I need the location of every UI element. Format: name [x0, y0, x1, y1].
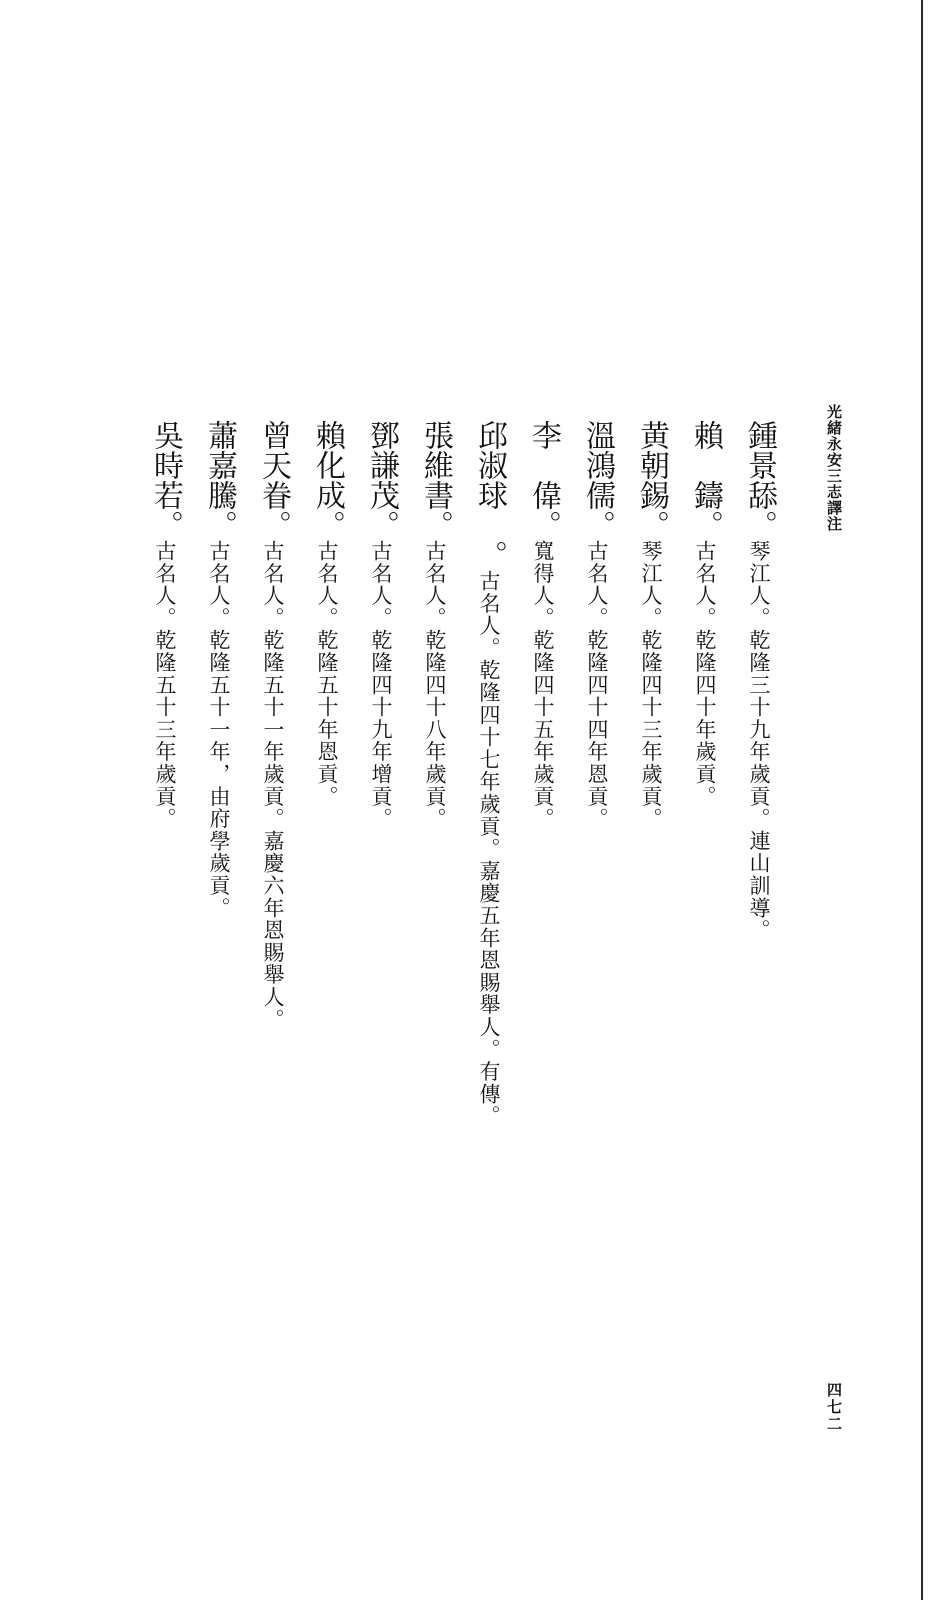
running-title: 光緒永安三志譯注	[825, 404, 843, 532]
entry-description: 古名人。乾隆四十七年歲貢。嘉慶五年恩賜舉人。有傳。	[477, 570, 501, 1128]
entry-12	[140, 420, 183, 1520]
entry-description: 古名人。乾隆四十九年增貢。	[369, 540, 393, 830]
entry-2	[680, 420, 723, 1520]
entry-description: 古名人。乾隆四十年歲貢。	[693, 540, 717, 808]
entry-name: 黄朝錫。	[634, 420, 669, 540]
entry-9	[302, 420, 345, 1520]
entry-description: 古名人。乾隆五十三年歲貢。	[153, 540, 177, 830]
entry-7	[410, 420, 453, 1520]
entry-1	[734, 420, 777, 1520]
entry-name: 張維書。	[418, 420, 453, 540]
entry-name: 曾天眷。	[256, 420, 291, 540]
entry-3	[626, 420, 669, 1520]
entry-name: 賴 鑄。	[688, 420, 723, 540]
entry-5	[518, 420, 561, 1520]
entry-11	[194, 420, 237, 1520]
page-number: 四七二	[825, 1382, 843, 1433]
entry-name: 吳時若。	[148, 420, 183, 540]
entry-name: 鄧謙茂。	[364, 420, 399, 540]
entry-name: 邱淑球 。	[472, 420, 507, 570]
entry-name: 賴化成。	[310, 420, 345, 540]
entry-name: 蕭嘉騰。	[202, 420, 237, 540]
entry-description: 古名人。乾隆四十四年恩貢。	[585, 540, 609, 830]
entry-description: 寬得人。乾隆四十五年歲貢。	[531, 540, 555, 830]
entry-name: 鍾景舔。	[742, 420, 777, 540]
entry-description: 古名人。乾隆四十八年歲貢。	[423, 540, 447, 830]
entry-description: 古名人。乾隆五十年恩貢。	[315, 540, 339, 808]
entry-name: 李 偉。	[526, 420, 561, 540]
entry-6	[464, 420, 507, 1520]
entry-name: 溫鴻儒。	[580, 420, 615, 540]
entry-description: 琴江人。乾隆三十九年歲貢。連山訓導。	[747, 540, 771, 942]
entry-description: 古名人。乾隆五十一年歲貢。嘉慶六年恩賜舉人。	[261, 540, 285, 1031]
entry-4	[572, 420, 615, 1520]
entry-description: 古名人。乾隆五十一年，由府學歲貢。	[207, 540, 231, 920]
entry-10	[248, 420, 291, 1520]
entry-description: 琴江人。乾隆四十三年歲貢。	[639, 540, 663, 830]
entry-8	[356, 420, 399, 1520]
page-edge-line	[921, 0, 923, 1600]
